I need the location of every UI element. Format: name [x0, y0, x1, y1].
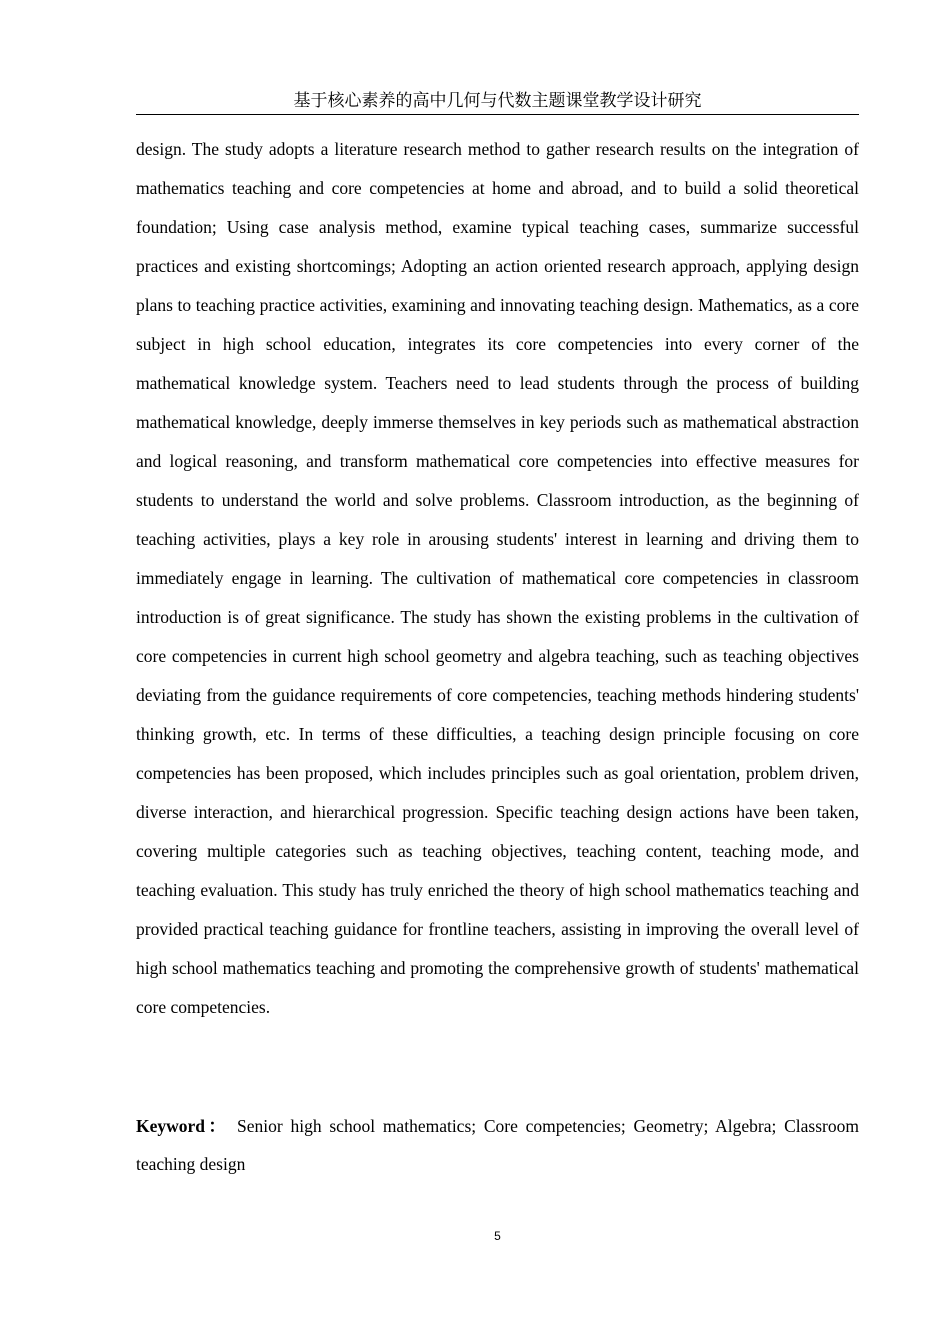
- keywords-line: [136, 1107, 859, 1183]
- running-header: [136, 88, 859, 115]
- keywords-text: Senior high school mathematics; Core competencies; Geometry; Algebra; Classroom teaching design: [136, 1116, 859, 1174]
- keywords-label: Keyword：: [136, 1116, 230, 1136]
- page-number: 5: [494, 1229, 501, 1243]
- running-header-title: 基于核心素养的高中几何与代数主题课堂教学设计研究: [293, 91, 702, 111]
- abstract-paragraph: design. The study adopts a literature research method to gather research results on the integration of mathematics teaching and core competencies at home and abroad, and to build a solid theoretical foundation; Using case analysis method, examine typical teaching cases, summarize successful practices and existing shortcomings; Adopting an action oriented research approach, applying design plans to teaching practice activities, examining and innovating teaching design. Mathematics, as a core subject in high school education, integrates its core competencies into every corner of the mathematical knowledge system. Teachers need to lead students through the process of building mathematical knowledge, deeply immerse themselves in key periods such as mathematical abstraction and logical reasoning, and transform mathematical core competencies into effective measures for students to understand the world and solve problems. Classroom introduction, as the beginning of teaching activities, plays a key role in arousing students' interest in learning and driving them to immediately engage in learning. The cultivation of mathematical core competencies in classroom introduction is of great significance. The study has shown the existing problems in the cultivation of core competencies in current high school geometry and algebra teaching, such as teaching objectives deviating from the guidance requirements of core competencies, teaching methods hindering students' thinking growth, etc. In terms of these difficulties, a teaching design principle focusing on core competencies has been proposed, which includes principles such as goal orientation, problem driven, diverse interaction, and hierarchical progression. Specific teaching design actions have been taken, covering multiple categories such as teaching objectives, teaching content, teaching mode, and teaching evaluation. This study has truly enriched the theory of high school mathematics teaching and provided practical teaching guidance for frontline teachers, assisting in improving the overall level of high school mathematics teaching and promoting the comprehensive growth of students' mathematical core competencies.: [136, 139, 859, 1017]
